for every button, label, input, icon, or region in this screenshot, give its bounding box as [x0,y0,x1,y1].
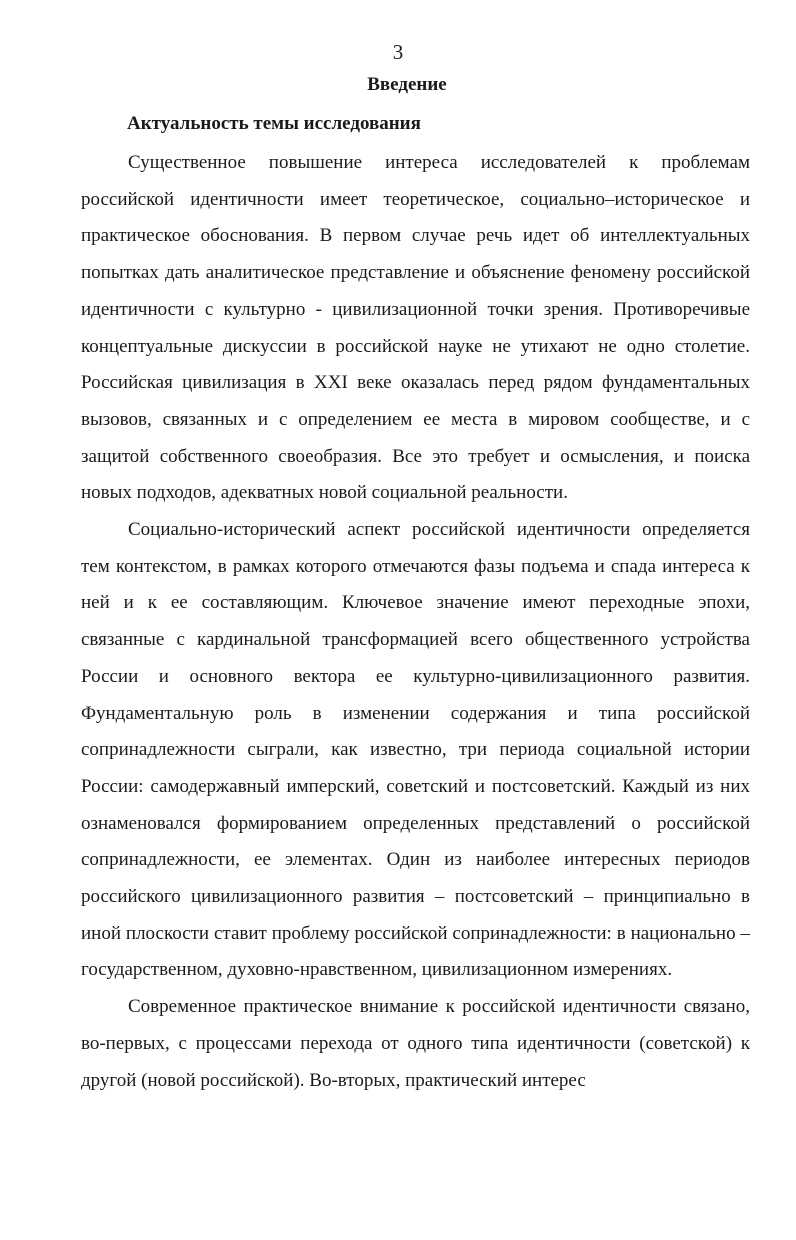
section-title: Введение [367,74,447,95]
paragraph: Существенное повышение интереса исследователей к проблемам российской идентичности имеет теоретическое, социально–историческое и практическое обоснования. В первом случае речь идет об интеллектуальных попытках дать аналитическое представление и объяснение феномену российской идентичности с культурно - цивилизационной точки зрения. Противоречивые концептуальные дискуссии в российской науке не утихают не одно столетие. Российская цивилизация в XXI веке оказалась перед рядом фундаментальных вызовов, связанных и с определением ее места в мировом сообществе, и с защитой собственного своеобразия. Все это требует и осмысления, и поиска новых подходов, адекватных новой социальной реальности. [81,152,750,504]
page-number: 3 [392,40,404,64]
paragraph: Современное практическое внимание к российской идентичности связано, во-первых, с процессами перехода от одного типа идентичности (советской) к другой (новой российской). Во-вторых, практический интерес [81,996,750,1091]
paragraph: Социально-исторический аспект российской идентичности определяется тем контекстом, в рамках которого отмечаются фазы подъема и спада интереса к ней и к ее составляющим. Ключевое значение имеют переходные эпохи, связанные с кардинальной трансформацией всего общественного устройства России и основного вектора ее культурно-цивилизационного развития. Фундаментальную роль в изменении содержания и типа российской сопринадлежности сыграли, как известно, три периода социальной истории России: самодержавный имперский, советский и постсоветский. Каждый из них ознаменовался формированием определенных представлений о российской сопринадлежности, ее элементах. Один из наиболее интересных периодов российского цивилизационного развития – постсоветский – принципиально в иной плоскости ставит проблему российской сопринадлежности: в национально – государственном, духовно-нравственном, цивилизационном измерениях. [81,519,750,981]
subsection-title: Актуальность темы исследования [127,113,421,134]
document-body [81,145,750,1099]
